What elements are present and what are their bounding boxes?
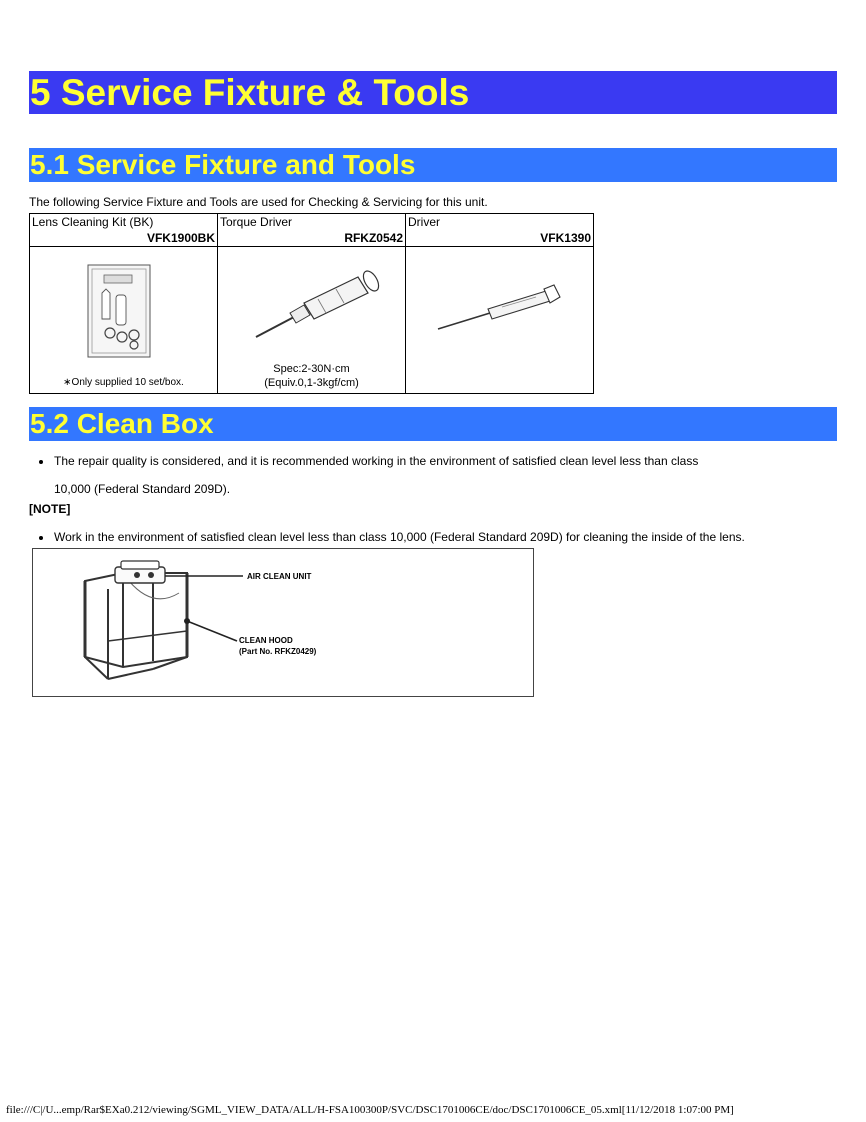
torque-spec-line1: Spec:2-30N·cm: [273, 363, 350, 375]
section-heading-service-tools: 5.1 Service Fixture and Tools: [29, 148, 837, 182]
page-title: 5 Service Fixture & Tools: [29, 71, 837, 114]
tool-name: Torque Driver: [220, 215, 293, 229]
tool-image-cell: [30, 247, 218, 394]
tool-code: VFK1390: [540, 231, 591, 245]
tool-code: VFK1900BK: [146, 231, 215, 245]
tool-name: Lens Cleaning Kit (BK): [32, 215, 154, 229]
tool-image-cell: [406, 247, 594, 394]
footer-file-path: file:///C|/U...emp/Rar$EXa0.212/viewing/SGML_VIEW_DATA/ALL/H-FSA100300P/SVC/DSC1701006CE/doc/DSC1701006CE_05.xml[11/12/2018 1:07:00 PM]: [6, 1104, 734, 1116]
air-clean-unit-label: AIR CLEAN UNIT: [247, 572, 312, 581]
clean-hood-label: CLEAN HOOD: [239, 636, 293, 645]
tool-image-cell: [218, 247, 406, 394]
tool-header-cell: [30, 214, 218, 247]
tool-header-cell: [218, 214, 406, 247]
screwdriver-icon: [406, 247, 594, 393]
table-row: [30, 247, 594, 394]
note-label: [NOTE]: [29, 502, 71, 516]
bullet-item: Work in the environment of satisfied clean level less than class 10,000 (Federal Standard 209D) for cleaning the inside of the lens.: [54, 530, 745, 544]
kit-note: ∗Only supplied 10 set/box.: [63, 377, 184, 388]
intro-text: The following Service Fixture and Tools are used for Checking & Servicing for this unit.: [29, 195, 488, 209]
tool-name: Driver: [408, 215, 440, 229]
table-row: [30, 214, 594, 247]
torque-spec-line2: (Equiv.0,1-3kgf/cm): [264, 377, 359, 389]
section-heading-clean-box: 5.2 Clean Box: [29, 407, 837, 441]
clean-hood-part-label: (Part No. RFKZ0429): [239, 647, 317, 656]
tool-code: RFKZ0542: [344, 231, 403, 245]
bullet-item: The repair quality is considered, and it is recommended working in the environment of satisfied clean level less than class: [54, 454, 699, 468]
tool-header-cell: [406, 214, 594, 247]
clean-box-figure: [32, 548, 534, 697]
lens-cleaning-kit-icon: [30, 247, 218, 393]
tools-table: [29, 213, 594, 394]
bullet-continuation: 10,000 (Federal Standard 209D).: [54, 482, 231, 496]
